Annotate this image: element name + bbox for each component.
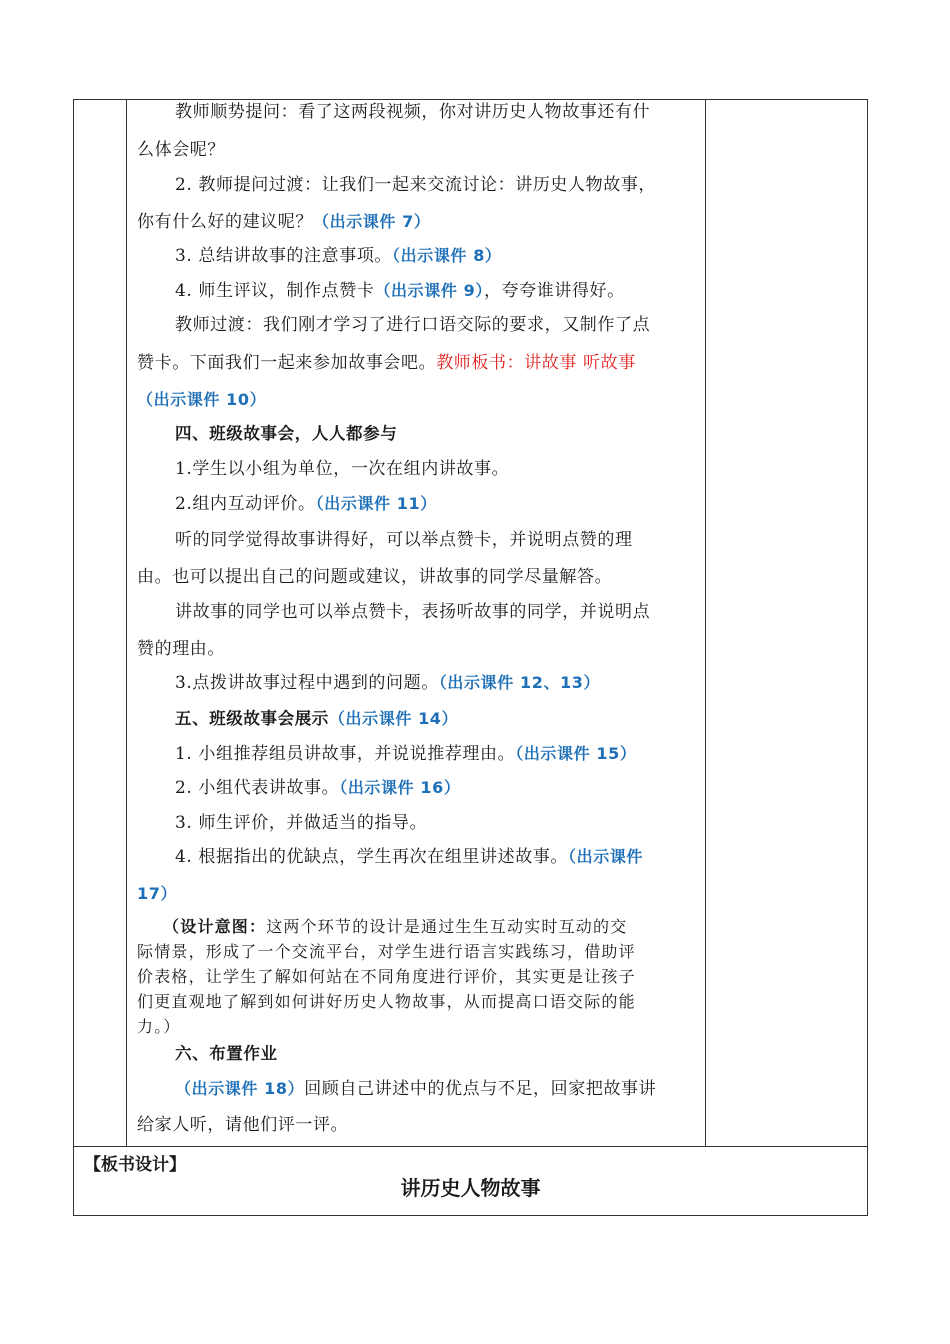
paragraph: 给家人听，请他们评一评。 xyxy=(137,1115,349,1135)
courseware-ref: （出示课件 12、13） xyxy=(438,673,601,692)
row-divider xyxy=(74,1146,867,1147)
paragraph: 4. 根据指出的优缺点，学生再次在组里讲述故事。（出示课件 xyxy=(175,847,644,867)
paragraph: 2. 小组代表讲故事。（出示课件 16） xyxy=(175,778,461,798)
paragraph: 教师顺势提问：看了这两段视频，你对讲历史人物故事还有什 xyxy=(175,102,651,122)
paragraph: 么体会呢？ xyxy=(137,140,225,160)
section-heading: 四、班级故事会，人人都参与 xyxy=(175,424,398,443)
paragraph: 讲故事的同学也可以举点赞卡，表扬听故事的同学，并说明点 xyxy=(175,602,651,622)
paragraph: 1.学生以小组为单位，一次在组内讲故事。 xyxy=(175,459,510,479)
paragraph: 3.点拨讲故事过程中遇到的问题。（出示课件 12、13） xyxy=(175,673,601,693)
paragraph xyxy=(137,876,703,912)
lesson-table xyxy=(73,99,868,1216)
courseware-ref: （出示课件 8） xyxy=(392,246,502,265)
paragraph xyxy=(137,382,703,418)
courseware-ref: （出示课件 14） xyxy=(328,709,459,728)
column-divider-left xyxy=(126,100,127,1146)
courseware-ref: （出示课件 xyxy=(568,847,644,866)
paragraph: 1. 小组推荐组员讲故事，并说说推荐理由。（出示课件 15） xyxy=(175,744,637,764)
courseware-ref: （出示课件 15） xyxy=(515,744,637,763)
paragraph: 教师过渡：我们刚才学习了进行口语交际的要求，又制作了点 xyxy=(175,315,651,335)
paragraph: （出示课件 18）回顾自己讲述中的优点与不足，回家把故事讲 xyxy=(175,1079,657,1099)
paragraph: 2.组内互动评价。（出示课件 11） xyxy=(175,494,437,514)
courseware-ref: （出示课件 16） xyxy=(339,778,461,797)
section-heading: 五、班级故事会展示（出示课件 14） xyxy=(175,709,459,728)
paragraph: 由。也可以提出自己的问题或建议，讲故事的同学尽量解答。 xyxy=(137,567,613,587)
board-note: 教师板书：讲故事 听故事 xyxy=(436,353,636,373)
courseware-ref: （出示课件 9） xyxy=(374,281,484,300)
courseware-ref: （出示课件 11） xyxy=(315,494,437,513)
paragraph: 3. 总结讲故事的注意事项。（出示课件 8） xyxy=(175,246,502,266)
column-divider-right xyxy=(705,100,706,1146)
design-intent: 际情景，形成了一个交流平台，对学生进行语言实践练习，借助评 xyxy=(137,942,636,961)
paragraph: 赞卡。下面我们一起来参加故事会吧。教师板书：讲故事 听故事 xyxy=(137,353,636,373)
courseware-ref: 17） xyxy=(137,884,178,903)
paragraph: 听的同学觉得故事讲得好，可以举点赞卡，并说明点赞的理 xyxy=(175,530,633,550)
paragraph: 4. 师生评议，制作点赞卡（出示课件 9），夸夸谁讲得好。 xyxy=(175,281,625,301)
design-intent: （设计意图：这两个环节的设计是通过生生互动实时互动的交 xyxy=(163,917,628,936)
courseware-ref: （出示课件 10） xyxy=(137,390,267,409)
paragraph: 赞的理由。 xyxy=(137,639,225,659)
courseware-ref: （出示课件 7） xyxy=(313,212,431,231)
board-design-label: 【板书设计】 xyxy=(84,1155,186,1175)
design-intent: 力。） xyxy=(137,1017,181,1036)
design-intent: 们更直观地了解到如何讲好历史人物故事，从而提高口语交际的能 xyxy=(137,992,636,1011)
section-heading: 六、布置作业 xyxy=(175,1044,278,1063)
paragraph: 3. 师生评价，并做适当的指导。 xyxy=(175,813,428,833)
courseware-ref: （出示课件 18） xyxy=(175,1079,305,1098)
board-title: 讲历史人物故事 xyxy=(400,1176,541,1200)
paragraph: 你有什么好的建议呢？（出示课件 7） xyxy=(137,212,431,232)
design-intent: 价表格，让学生了解如何站在不同角度进行评价，其实更是让孩子 xyxy=(137,967,636,986)
paragraph: 2. 教师提问过渡：让我们一起来交流讨论：讲历史人物故事， xyxy=(175,175,657,195)
